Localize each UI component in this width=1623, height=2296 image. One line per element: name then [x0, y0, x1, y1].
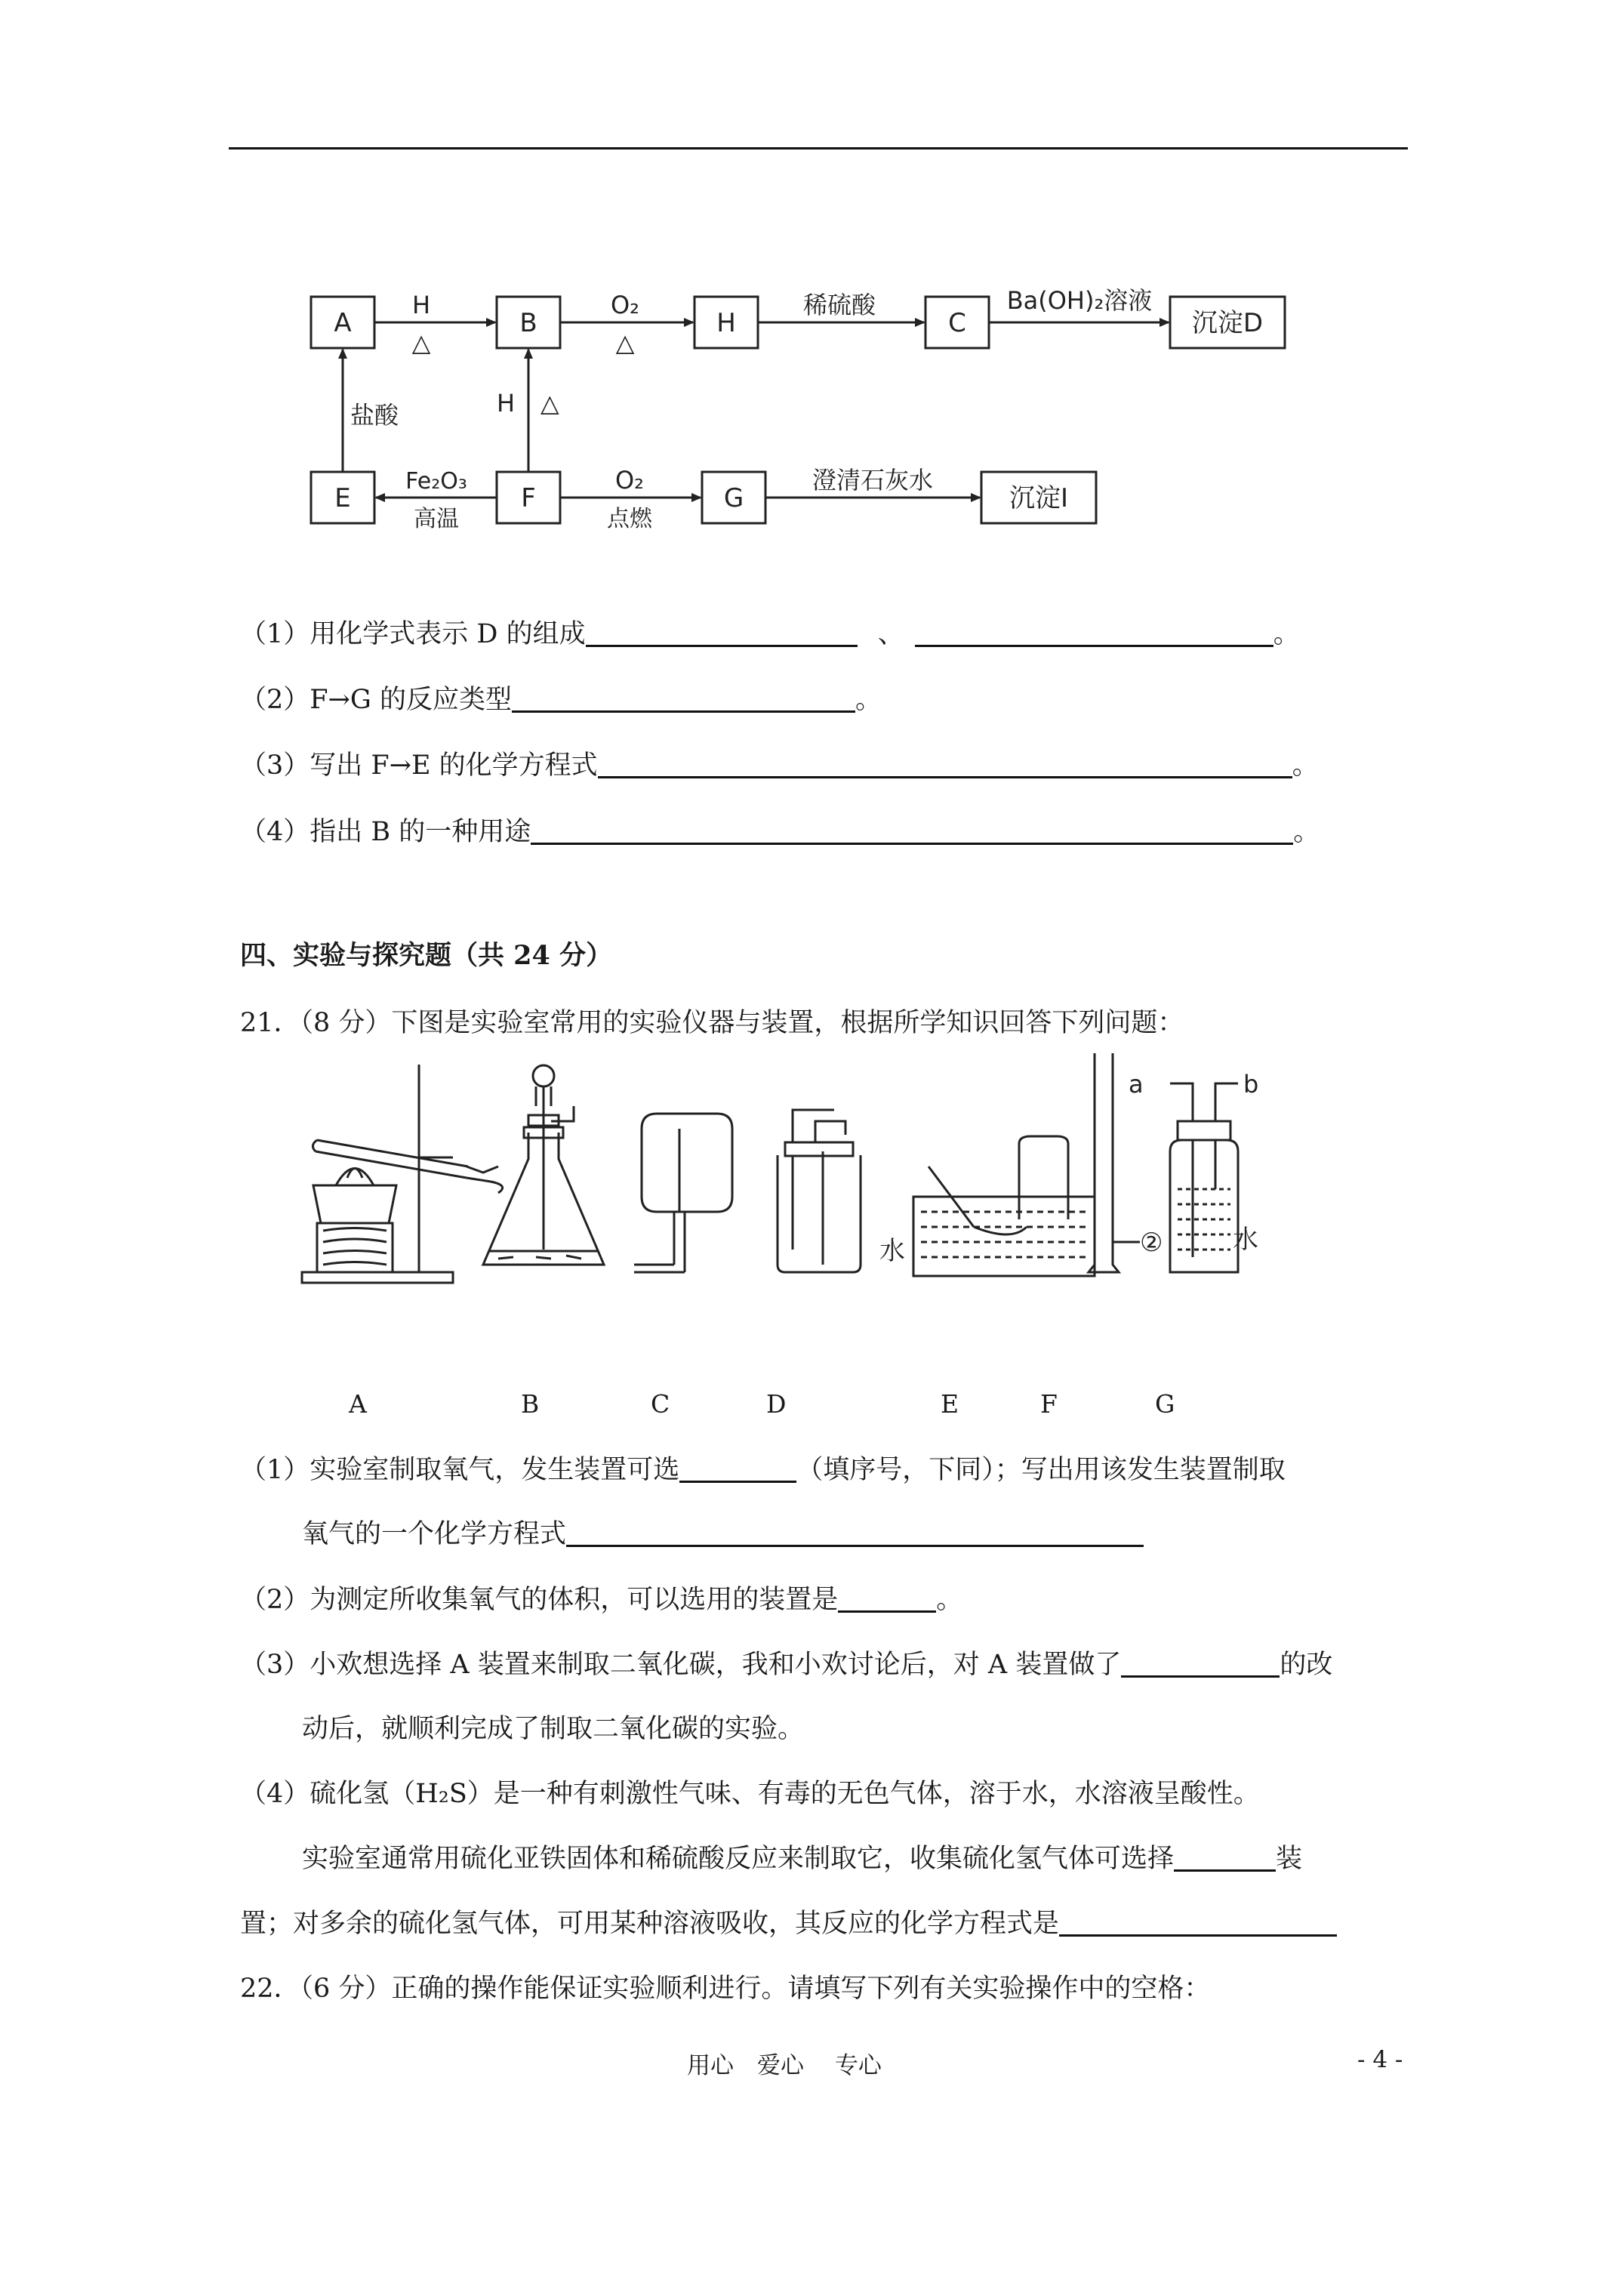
q20-part4: （4）指出 B 的一种用途 。: [240, 817, 1320, 847]
arrow-e-a-label: 盐酸: [350, 401, 399, 430]
q20-part3: （3）写出 F→E 的化学方程式 。: [240, 750, 1319, 781]
q21-part1-line1: （1）实验室制取氧气，发生装置可选 （填序号，下同）；写出用该发生装置制取: [240, 1455, 1286, 1485]
arrow-h-c-top: 稀硫酸: [802, 291, 876, 319]
q21-part3-line1: （3）小欢想选择 A 装置来制取二氧化碳，我和小欢讨论后，对 A 装置做了 的改: [240, 1650, 1333, 1680]
apparatus-d: [778, 1110, 861, 1272]
water-e-label: 水: [879, 1236, 905, 1266]
arrow-f-e-bottom: 高温: [414, 506, 459, 532]
port-b-label: b: [1243, 1070, 1259, 1099]
footer-motto: 用心 爱心 专心: [687, 2052, 882, 2079]
label-f: F: [1040, 1389, 1058, 1419]
q20-p4-blank[interactable]: [531, 817, 1293, 845]
arrow-f-b-label2: △: [540, 389, 559, 418]
q22-intro: 22．（6 分）正确的操作能保证实验顺利进行。请填写下列有关实验操作中的空格：: [240, 1974, 1211, 2004]
arrow-a-b-bottom: △: [411, 328, 431, 357]
arrow-f-e-top: Fe₂O₃: [405, 468, 467, 495]
box-d-label: 沉淀D: [1191, 308, 1264, 338]
box-h-label: H: [716, 308, 736, 338]
q21-q2-blank[interactable]: [838, 1585, 936, 1613]
arrow-f-g-top: O₂: [614, 466, 645, 495]
label-a: A: [349, 1389, 367, 1419]
port-a-label: a: [1129, 1070, 1144, 1099]
label-b: B: [521, 1389, 540, 1419]
label-c: C: [651, 1389, 670, 1419]
arrow-b-h-bottom: △: [615, 328, 635, 357]
label-g: G: [1155, 1389, 1175, 1419]
q21-part1-line2: 氧气的一个化学方程式: [302, 1518, 1144, 1551]
box-i-label: 沉淀I: [1009, 483, 1069, 513]
q21-intro: 21．（8 分）下图是实验室常用的实验仪器与装置，根据所学知识回答下列问题：: [240, 1008, 1184, 1038]
q21-part4-line3: 置；对多余的硫化氢气体，可用某种溶液吸收，其反应的化学方程式是: [240, 1907, 1337, 1940]
page-number: - 4 -: [1357, 2046, 1403, 2073]
box-f-label: F: [521, 483, 536, 513]
arrow-g-i-top: 澄清石灰水: [812, 466, 934, 495]
circle2-label: ②: [1140, 1228, 1163, 1258]
q21-part4-line1: （4）硫化氢（H₂S）是一种有刺激性气味、有毒的无色气体，溶于水，水溶液呈酸性。: [240, 1779, 1260, 1809]
section-4-title: 四、实验与探究题（共 24 分）: [240, 940, 613, 971]
box-c-label: C: [948, 308, 966, 338]
q21-q3-blank[interactable]: [1121, 1650, 1280, 1678]
q20-p1-blank1[interactable]: [586, 619, 858, 647]
label-d: D: [766, 1389, 787, 1419]
apparatus-c: [634, 1114, 732, 1272]
apparatus-e: [913, 1136, 1095, 1276]
box-b-label: B: [519, 308, 537, 338]
q21-q4-blank1[interactable]: [1174, 1844, 1276, 1872]
arrow-c-d-top: Ba(OH)₂溶液: [1006, 286, 1153, 315]
q20-part2: （2）F→G 的反应类型 。: [240, 685, 882, 715]
reaction-flow-diagram: [302, 276, 1298, 540]
header-rule: [229, 147, 1408, 149]
q20-p1-blank2[interactable]: [915, 619, 1273, 647]
q21-part2: （2）为测定所收集氧气的体积，可以选用的装置是 。: [240, 1585, 963, 1615]
box-g-label: G: [723, 483, 744, 513]
apparatus-a: [302, 1065, 503, 1283]
q20-p2-blank[interactable]: [512, 685, 855, 713]
label-e: E: [941, 1389, 959, 1419]
q21-q1-blank1[interactable]: [679, 1455, 796, 1483]
apparatus-figure: [294, 1046, 1306, 1302]
water-g-label: 水: [1233, 1225, 1258, 1255]
apparatus-b: [483, 1065, 604, 1265]
box-e-label: E: [334, 483, 351, 513]
q20-part1: （1）用化学式表示 D 的组成 、 。: [240, 619, 1300, 649]
arrow-f-b-label1: H: [497, 389, 516, 418]
arrow-f-g-bottom: 点燃: [607, 506, 652, 532]
q21-q1-blank2[interactable]: [566, 1519, 1144, 1547]
arrow-a-b-top: H: [411, 291, 431, 319]
q20-p3-blank[interactable]: [598, 750, 1292, 778]
box-a-label: A: [334, 308, 352, 338]
arrow-b-h-top: O₂: [610, 291, 640, 319]
apparatus-g: [1170, 1083, 1238, 1272]
q21-q4-blank2[interactable]: [1059, 1909, 1337, 1937]
q21-part4-line2: 实验室通常用硫化亚铁固体和稀硫酸反应来制取它，收集硫化氢气体可选择 装: [302, 1844, 1303, 1874]
q21-part3-line2: 动后，就顺利完成了制取二氧化碳的实验。: [302, 1714, 805, 1744]
